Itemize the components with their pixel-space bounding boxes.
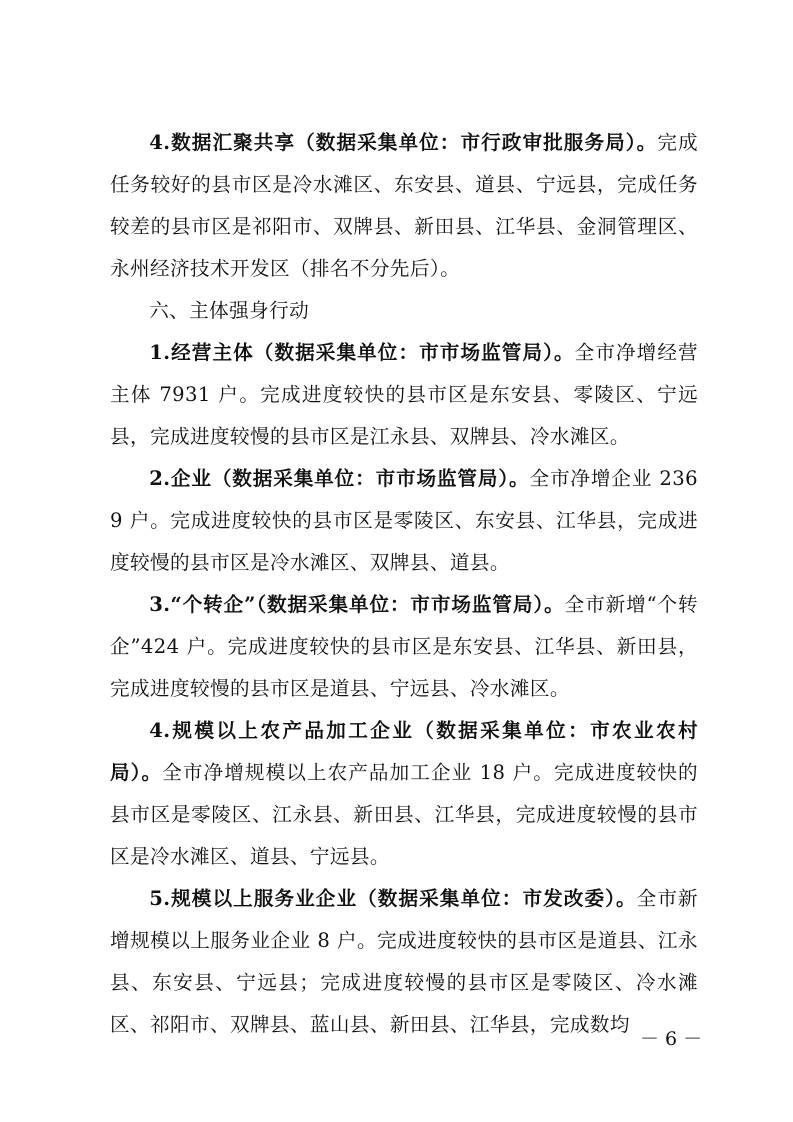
paragraph-lead: 2.企业（数据采集单位：市市场监管局）。 [149,467,530,490]
paragraph-text: 全市净增企业 2369 户。完成进度较快的县市区是零陵区、东安县、江华县，完成进度较慢的县市区是冷水滩区、双牌县、道县。 [110,467,698,574]
paragraph-data-sharing [110,122,698,290]
paragraph-individual-to-enterprise [110,584,698,710]
paragraph-lead: 1.经营主体（数据采集单位：市市场监管局）。 [149,341,575,364]
paragraph-service-enterprises [110,878,698,1046]
paragraph-text: 全市净增经营主体 7931 户。完成进度较快的县市区是东安县、零陵区、宁远县，完成进度较慢的县市区是江永县、双牌县、冷水滩区。 [110,341,698,448]
paragraph-lead: 3.“个转企”（数据采集单位：市市场监管局）。 [149,593,565,616]
paragraph-text: 全市新增规模以上服务业企业 8 户。完成进度较快的县市区是道县、江永县、东安县、宁远县；完成进度较慢的县市区是零陵区、冷水滩区、祁阳市、双牌县、蓝山县、新田县、江华县，完成数均 [110,887,699,1036]
paragraph-business-entities [110,332,698,458]
paragraph-lead: 4.数据汇聚共享（数据采集单位：市行政审批服务局）。 [149,131,658,154]
document-body [110,122,698,1046]
page-number: － 6 － [640,1028,703,1050]
paragraph-text: 全市净增规模以上农产品加工企业 18 户。完成进度较快的县市区是零陵区、江永县、新田县、江华县，完成进度较慢的县市区是冷水滩区、道县、宁远县。 [110,761,698,868]
paragraph-text: 全市新增“个转企”424 户。完成进度较快的县市区是东安县、江华县、新田县，完成进度较慢的县市区是道县、宁远县、冷水滩区。 [110,593,698,700]
paragraph-lead: 5.规模以上服务业企业（数据采集单位：市发改委）。 [149,887,637,910]
paragraph-enterprises [110,458,698,584]
paragraph-lead: 4.规模以上农产品加工企业（数据采集单位：市农业农村局）。 [110,719,698,784]
paragraph-text: 完成任务较好的县市区是冷水滩区、东安县、道县、宁远县，完成任务较差的县市区是祁阳市、双牌县、新田县、江华县、金洞管理区、永州经济技术开发区（排名不分先后）。 [110,131,698,280]
paragraph-agri-processing [110,710,698,878]
section-heading: 六、主体强身行动 [149,299,310,322]
